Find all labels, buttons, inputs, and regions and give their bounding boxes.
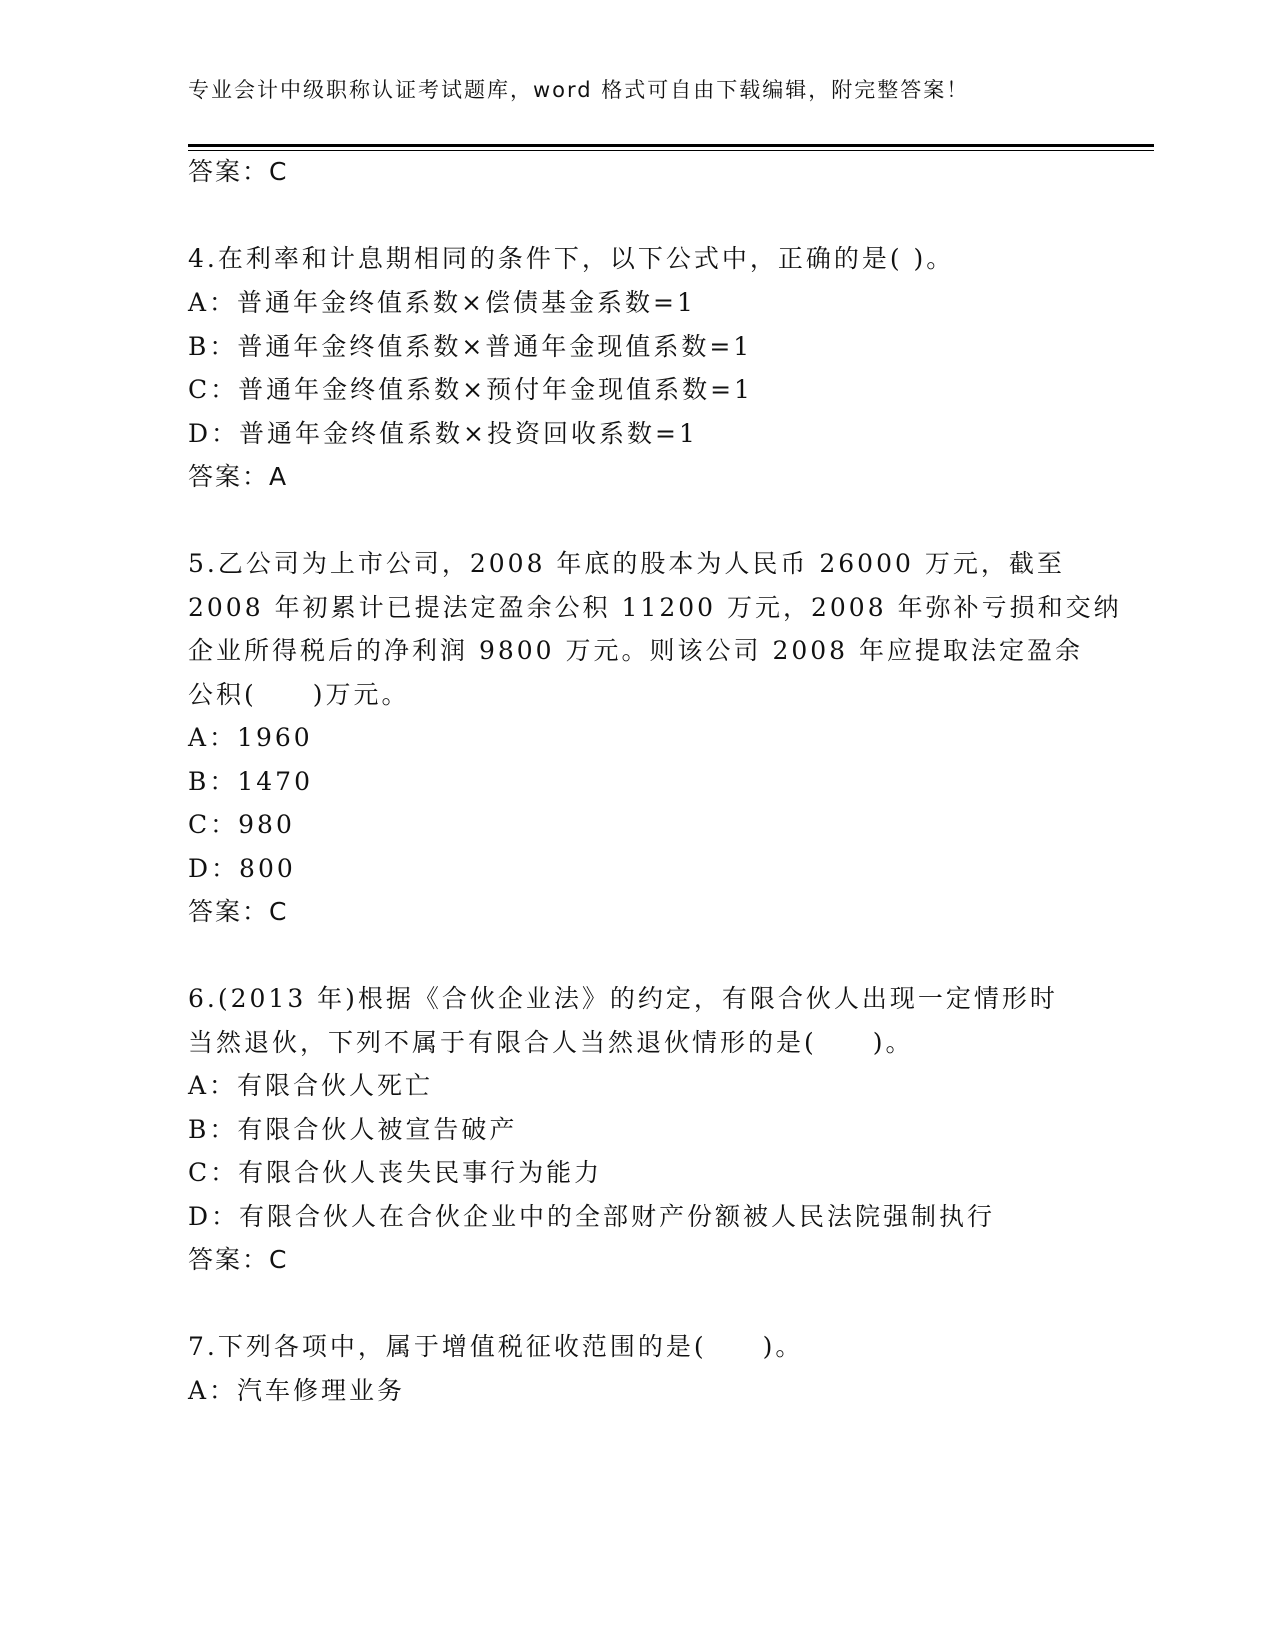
option-b: B：有限合伙人被宣告破产	[188, 1115, 518, 1144]
question-stem: 公积( )万元。	[188, 680, 410, 709]
option-d: D：有限合伙人在合伙企业中的全部财产份额被人民法院强制执行	[188, 1202, 996, 1231]
option-a: A：汽车修理业务	[188, 1376, 406, 1405]
question-stem: 4.在利率和计息期相同的条件下，以下公式中，正确的是( )。	[188, 244, 955, 273]
question-stem: 6.(2013 年)根据《合伙企业法》的约定，有限合伙人出现一定情形时	[188, 984, 1058, 1013]
question-stem: 当然退伙，下列不属于有限合人当然退伙情形的是( )。	[188, 1028, 914, 1057]
question-stem: 7.下列各项中，属于增值税征收范围的是( )。	[188, 1332, 804, 1361]
answer-line: 答案：C	[188, 1245, 289, 1274]
option-c: C：980	[188, 810, 295, 839]
option-c: C：有限合伙人丧失民事行为能力	[188, 1158, 603, 1187]
page-header: 专业会计中级职称认证考试题库，word 格式可自由下载编辑，附完整答案！	[188, 78, 970, 102]
answer-line: 答案：A	[188, 462, 289, 491]
option-a: A：1960	[188, 723, 313, 752]
answer-line: 答案：C	[188, 897, 289, 926]
option-a: A：普通年金终值系数×偿债基金系数=1	[188, 288, 696, 317]
question-stem: 企业所得税后的净利润 9800 万元。则该公司 2008 年应提取法定盈余	[188, 636, 1084, 665]
option-c: C：普通年金终值系数×预付年金现值系数=1	[188, 375, 753, 404]
question-stem: 2008 年初累计已提法定盈余公积 11200 万元，2008 年弥补亏损和交纳	[188, 593, 1122, 622]
header-divider-thin	[188, 150, 1154, 151]
question-stem: 5.乙公司为上市公司，2008 年底的股本为人民币 26000 万元，截至	[188, 549, 1065, 578]
option-b: B：1470	[188, 767, 313, 796]
header-divider	[188, 144, 1154, 147]
option-d: D：800	[188, 854, 296, 883]
option-a: A：有限合伙人死亡	[188, 1071, 434, 1100]
option-d: D：普通年金终值系数×投资回收系数=1	[188, 419, 698, 448]
answer-line: 答案：C	[188, 157, 289, 186]
option-b: B：普通年金终值系数×普通年金现值系数=1	[188, 332, 753, 361]
